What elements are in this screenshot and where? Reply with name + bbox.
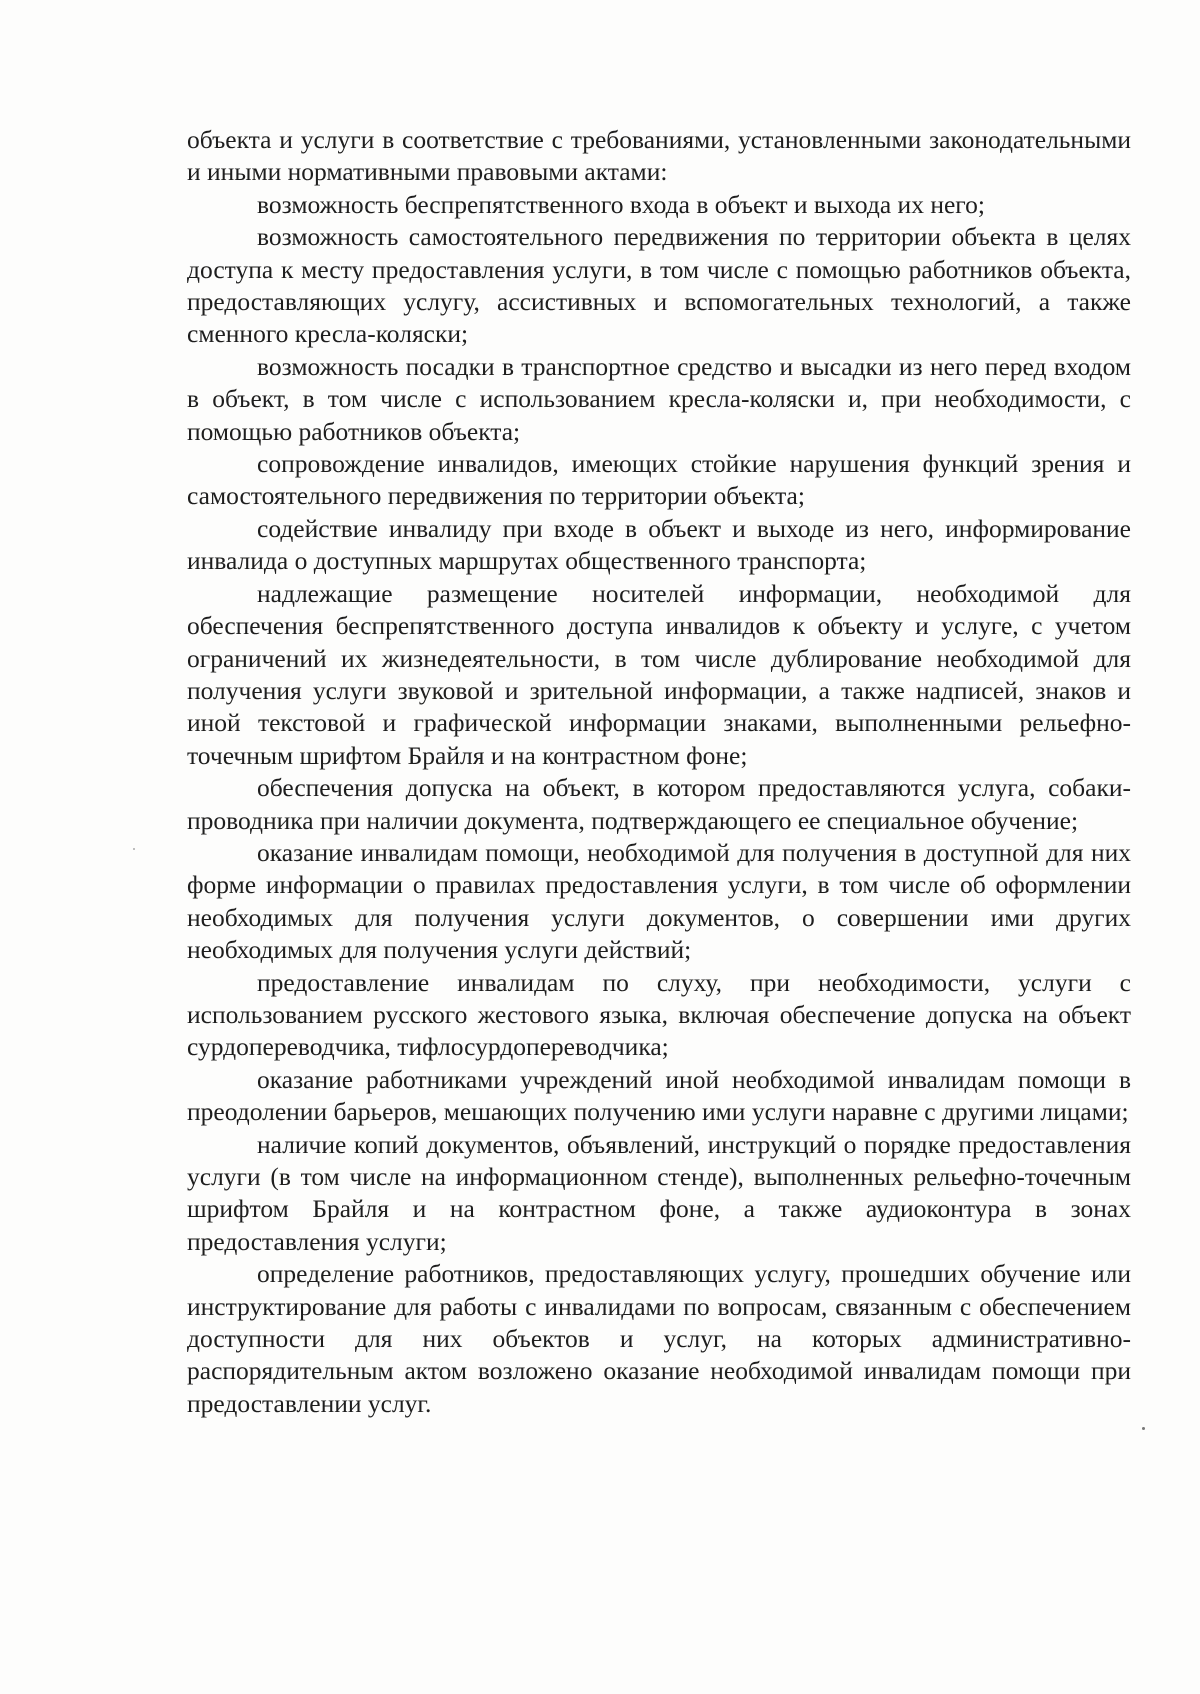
paragraph-13: определение работников, предоставляющих услугу, прошедших обучение или инструктирование для работы с инвалидами по вопросам, связанным с обеспечением доступности для них объектов и услуг, на которых административно-распорядительным актом возложено оказание необходимой инвалидам помощи при предоставлении услуг. [187,1259,1131,1418]
paragraph-7: надлежащие размещение носителей информации, необходимой для обеспечения беспрепятственного доступа инвалидов к объекту и услуге, с учетом ограничений их жизнедеятельности, в том числе дублирование необходимой для получения услуги звуковой и зрительной информации, а также надписей, знаков и иной текстовой и графической информации знаками, выполненными рельефно-точечным шрифтом Брайля и на контрастном фоне; [187,578,1131,770]
paragraph-5: сопровождение инвалидов, имеющих стойкие нарушения функций зрения и самостоятельного передвижения по территории объекта; [187,449,1131,511]
scan-speck [133,848,135,850]
paragraph-4: возможность посадки в транспортное средство и высадки из него перед входом в объект, в том числе с использованием кресла-коляски и, при необходимости, с помощью работников объекта; [187,351,1131,446]
scan-speck [1142,1427,1145,1430]
paragraph-11: оказание работниками учреждений иной необходимой инвалидам помощи в преодолении барьеров, мешающих получению ими услуги наравне с другими лицами; [187,1064,1131,1127]
paragraph-10: предоставление инвалидам по слуху, при необходимости, услуги с использованием русского жестового языка, включая обеспечение допуска на объект сурдопереводчика, тифлосурдопереводчика; [187,967,1131,1062]
paragraph-12: наличие копий документов, объявлений, инструкций о порядке предоставления услуги (в том числе на информационном стенде), выполненных рельефно-точечным шрифтом Брайля и на контрастном фоне, а также аудиоконтура в зонах предоставления услуги; [187,1129,1131,1256]
paragraph-3: возможность самостоятельного передвижения по территории объекта в целях доступа к месту предоставления услуги, в том числе с помощью работников объекта, предоставляющих услугу, ассистивных и вспомогательных технологий, а также сменного кресла-коляски; [187,222,1131,349]
paragraph-9: оказание инвалидам помощи, необходимой для получения в доступной для них форме информации о правилах предоставления услуги, в том числе об оформлении необходимых для получения услуги документов, о совершении ими других необходимых для получения услуги действий; [187,837,1131,965]
paragraph-8: обеспечения допуска на объект, в котором предоставляются услуга, собаки-проводника при наличии документа, подтверждающего ее специальное обучение; [187,773,1131,835]
paragraph-1: объекта и услуги в соответствие с требованиями, установленными законодательными и иными нормативными правовыми актами: [187,125,1131,187]
paragraph-6: содействие инвалиду при входе в объект и выходе из него, информирование инвалида о доступных маршрутах общественного транспорта; [187,513,1131,576]
paragraph-2: возможность беспрепятственного входа в объект и выхода их него; [257,189,985,219]
document-body [187,124,1131,1420]
